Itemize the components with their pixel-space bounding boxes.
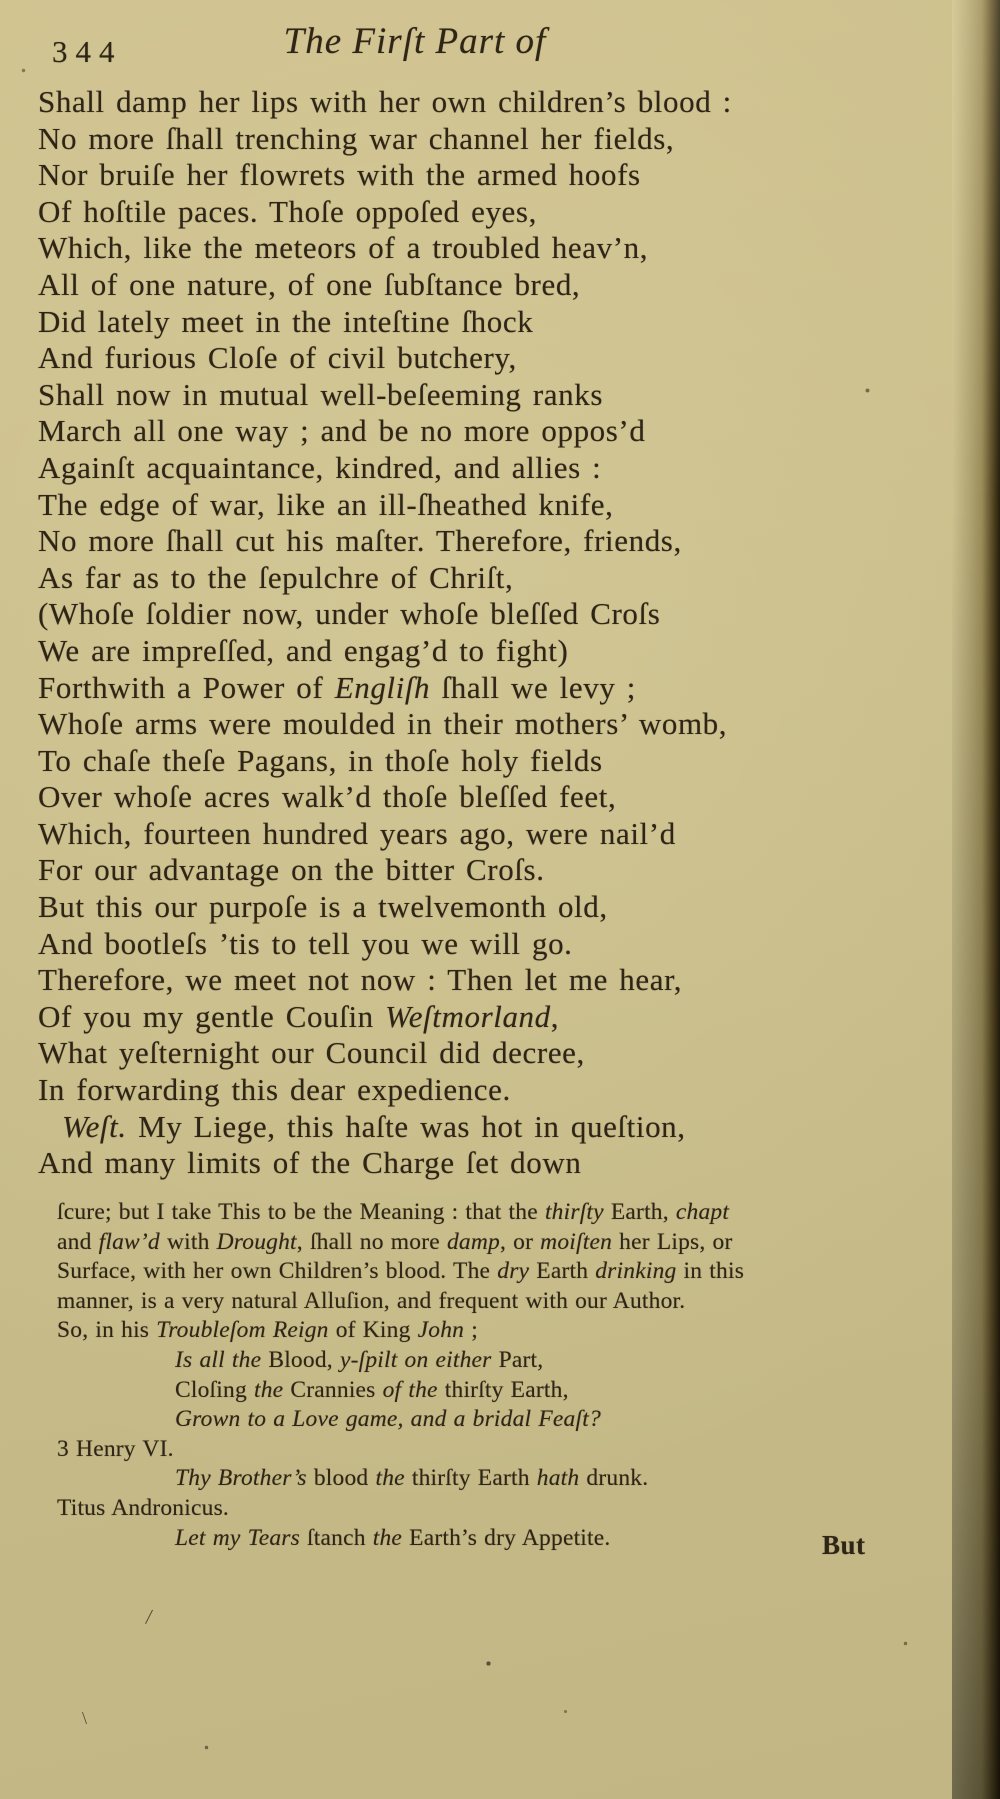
verse-line: Shall damp her lips with her own children’s blood :: [38, 84, 732, 119]
verse-line: As far as to the ſepulchre of Chriſt,: [38, 559, 514, 595]
verse-line: And many limits of the Charge ſet down: [38, 1145, 582, 1181]
verse-line: And bootleſs ’tis to tell you we will go.: [38, 925, 573, 961]
footnote-line: Titus Andronicus.: [57, 1494, 229, 1521]
verse-line: To chaſe theſe Pagans, in thoſe holy fields: [38, 742, 603, 778]
footnote-line: ſcure; but I take This to be the Meaning : that the thirſty Earth, chapt: [57, 1199, 730, 1225]
verse-line: What yeſternight our Council did decree,: [38, 1035, 585, 1071]
verse-line: For our advantage on the bitter Croſs.: [38, 852, 545, 888]
verse-line: The edge of war, like an ill-ſheathed knife,: [38, 486, 614, 522]
verse-line: Nor bruiſe her flowrets with the armed hoofs: [38, 157, 641, 193]
scan-artifact-slash: /: [144, 1603, 154, 1630]
scan-specks: [0, 0, 1, 1]
verse-line: Which, like the meteors of a troubled heav’n,: [38, 230, 649, 266]
footnote-line: So, in his Troubleſom Reign of King John ;: [57, 1317, 478, 1344]
running-title: The Firſt Part of: [283, 21, 547, 62]
verse-line: Of hoſtile paces. Thoſe oppoſed eyes,: [38, 193, 537, 229]
footnote-line: Thy Brother’s blood the thirſty Earth hath drunk.: [175, 1465, 649, 1492]
page-edge-shadow: [952, 0, 1000, 1799]
page-number: 344: [52, 34, 123, 69]
verse-line: All of one nature, of one ſubſtance bred,: [38, 266, 581, 302]
verse-line: Did lately meet in the inteſtine ſhock: [38, 303, 534, 339]
verse-line: Of you my gentle Couſin Weſtmorland,: [38, 998, 560, 1034]
scan-artifact-backslash: \: [82, 1708, 88, 1728]
verse-line: Weſt. My Liege, this haſte was hot in queſtion,: [62, 1108, 686, 1144]
verse-line: No more ſhall trenching war channel her fields,: [38, 120, 675, 156]
verse-line: (Whoſe ſoldier now, under whoſe bleſſed Croſs: [38, 596, 661, 632]
verse-line: Whoſe arms were moulded in their mothers’ womb,: [38, 706, 728, 742]
footnote: [57, 1198, 942, 1553]
footnote-line: Let my Tears ſtanch the Earth’s dry Appetite.: [175, 1524, 611, 1551]
verse-line: Which, fourteen hundred years ago, were nail’d: [38, 815, 676, 851]
verse-line: Over whoſe acres walk’d thoſe bleſſed feet,: [38, 779, 617, 815]
catchword: But: [822, 1530, 866, 1560]
verse-line: But this our purpoſe is a twelvemonth old,: [38, 889, 608, 925]
verse-line: Forthwith a Power of Engliſh ſhall we levy ;: [38, 669, 637, 705]
footnote-line: Surface, with her own Children’s blood. The dry Earth drinking in this: [57, 1258, 745, 1285]
verse-line: Therefore, we meet not now : Then let me hear,: [38, 962, 683, 998]
verse-line: We are impreſſed, and engag’d to fight): [38, 632, 569, 668]
verse-line: And furious Cloſe of civil butchery,: [38, 340, 517, 376]
verse-line: No more ſhall cut his maſter. Therefore, friends,: [38, 523, 682, 559]
verse-line: Againſt acquaintance, kindred, and allies :: [38, 449, 602, 485]
verse-line: March all one way ; and be no more oppos’d: [38, 413, 646, 449]
verse-line: In forwarding this dear expedience.: [38, 1072, 511, 1108]
footnote-line: Is all the Blood, y-ſpilt on either Part,: [175, 1346, 544, 1373]
verse-line: Shall now in mutual well-beſeeming ranks: [38, 376, 604, 412]
footnote-line: manner, is a very natural Alluſion, and frequent with our Author.: [57, 1287, 686, 1314]
footnote-line: and flaw’d with Drought, ſhall no more damp, or moiſten her Lips, or: [57, 1228, 733, 1255]
footnote-line: Grown to a Love game, and a bridal Feaſt?: [175, 1406, 601, 1433]
footnote-line: 3 Henry VI.: [57, 1435, 174, 1462]
footnote-line: Cloſing the Crannies of the thirſty Earth,: [175, 1376, 569, 1403]
verse-text: [38, 84, 948, 1182]
